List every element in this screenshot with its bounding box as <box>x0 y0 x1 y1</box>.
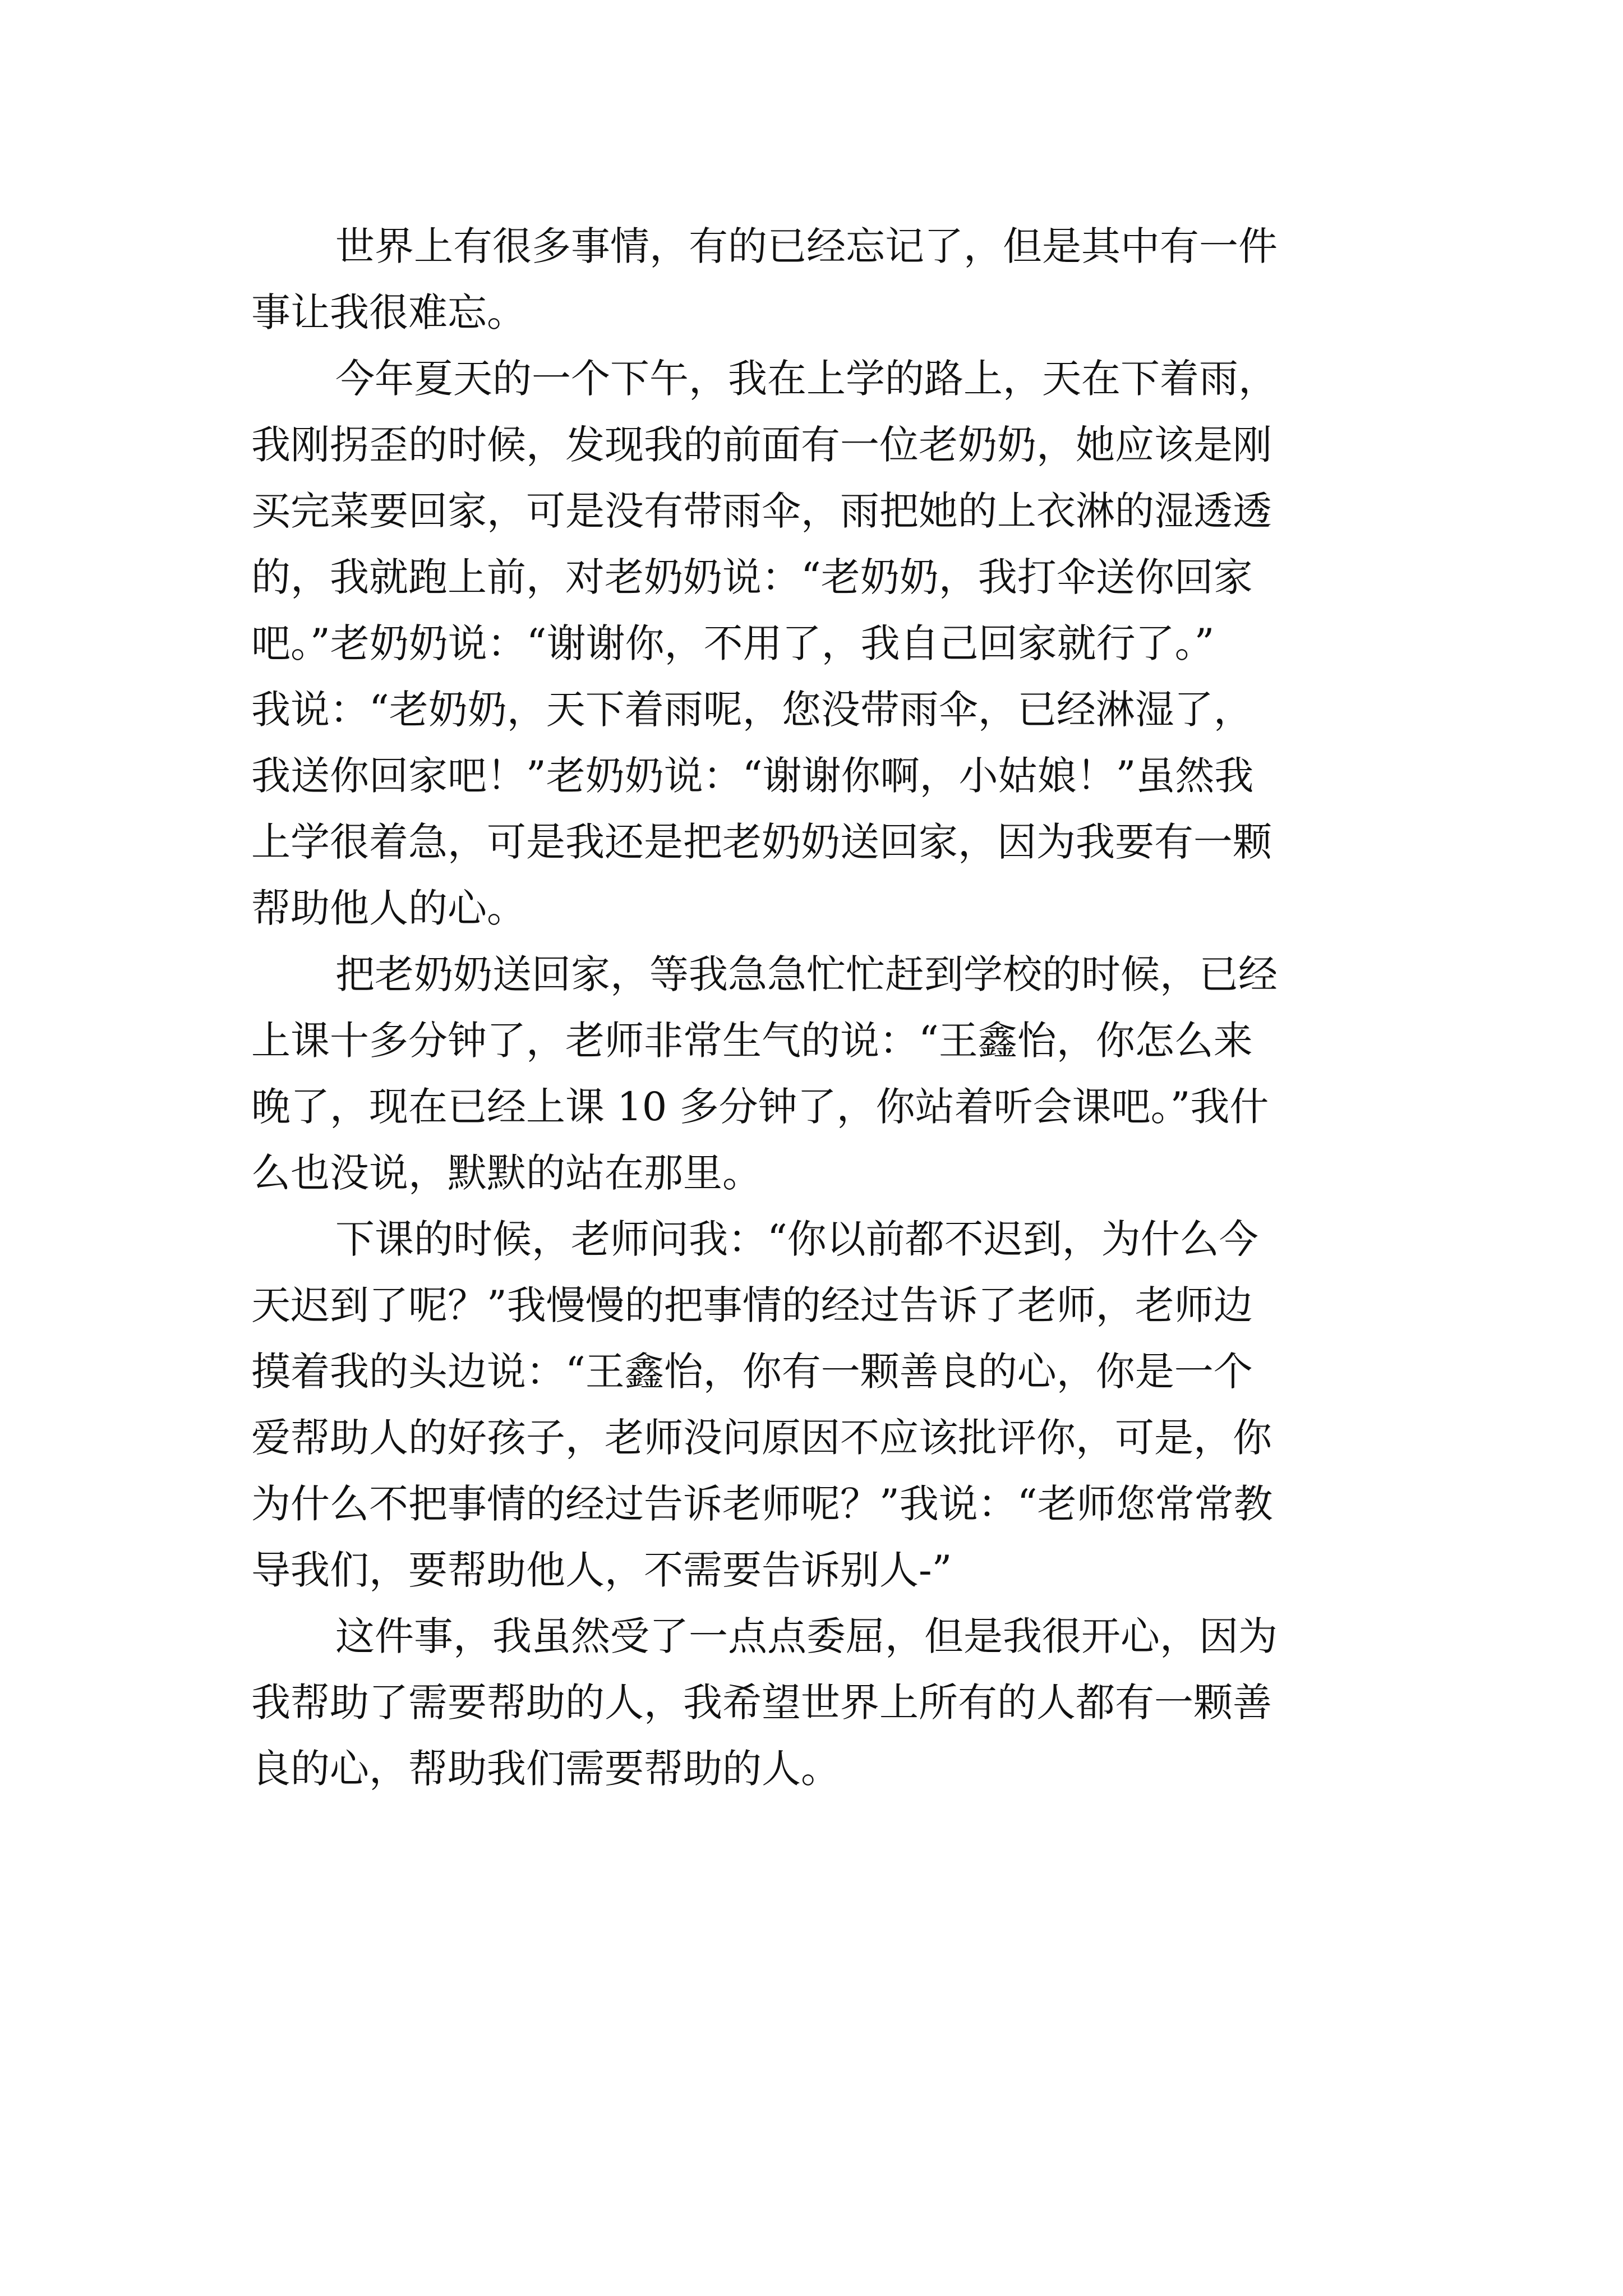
paragraph-3 <box>251 941 1401 1206</box>
text-line: 下课的时候，老师问我：“你以前都不迟到，为什么今 <box>335 1216 1258 1262</box>
text-line: 事让我很难忘。 <box>251 289 526 335</box>
text-line: 摸着我的头边说：“王鑫怡，你有一颗善良的心，你是一个 <box>251 1349 1253 1395</box>
text-line: 把老奶奶送回家，等我急急忙忙赶到学校的时候，已经 <box>335 951 1278 997</box>
paragraph-2 <box>251 346 1401 941</box>
text-line: 上课十多分钟了，老师非常生气的说：“王鑫怡，你怎么来 <box>251 1018 1253 1064</box>
text-line: 良的心，帮助我们需要帮助的人。 <box>251 1746 840 1792</box>
text-line: 帮助他人的心。 <box>251 885 526 931</box>
text-line: 今年夏天的一个下午，我在上学的路上，天在下着雨， <box>335 356 1278 402</box>
text-line: 吧。”老奶奶说：“谢谢你，不用了，我自己回家就行了。” <box>251 620 1215 666</box>
text-line: 我刚拐歪的时候，发现我的前面有一位老奶奶，她应该是刚 <box>251 422 1272 468</box>
text-line: 我帮助了需要帮助的人，我希望世界上所有的人都有一颗善 <box>251 1680 1272 1726</box>
text-line: 我说：“老奶奶，天下着雨呢，您没带雨伞，已经淋湿了， <box>251 687 1253 733</box>
text-line: 为什么不把事情的经过告诉老师呢？”我说：“老师您常常教 <box>251 1481 1273 1527</box>
text-line: 天迟到了呢？”我慢慢的把事情的经过告诉了老师，老师边 <box>251 1282 1253 1328</box>
text-line: 晚了，现在已经上课 10 多分钟了，你站着听会课吧。”我什 <box>251 1084 1269 1130</box>
paragraph-1 <box>251 213 1401 346</box>
paragraph-5 <box>251 1603 1401 1802</box>
text-line: 爱帮助人的好孩子，老师没问原因不应该批评你，可是，你 <box>251 1415 1272 1461</box>
text-line: 这件事，我虽然受了一点点委屈，但是我很开心，因为 <box>335 1613 1278 1659</box>
essay-body <box>251 213 1401 1802</box>
paragraph-4 <box>251 1206 1401 1603</box>
text-line: 买完菜要回家，可是没有带雨伞，雨把她的上衣淋的湿透透 <box>251 488 1272 534</box>
text-line: 我送你回家吧！”老奶奶说：“谢谢你啊，小姑娘！”虽然我 <box>251 753 1254 799</box>
text-line: 世界上有很多事情，有的已经忘记了，但是其中有一件 <box>335 223 1278 269</box>
text-line: 么也没说，默默的站在那里。 <box>251 1150 762 1196</box>
text-line: 的，我就跑上前，对老奶奶说：“老奶奶，我打伞送你回家 <box>251 554 1253 600</box>
text-line: 导我们，要帮助他人，不需要告诉别人-” <box>251 1547 952 1593</box>
text-line: 上学很着急，可是我还是把老奶奶送回家，因为我要有一颗 <box>251 819 1272 865</box>
